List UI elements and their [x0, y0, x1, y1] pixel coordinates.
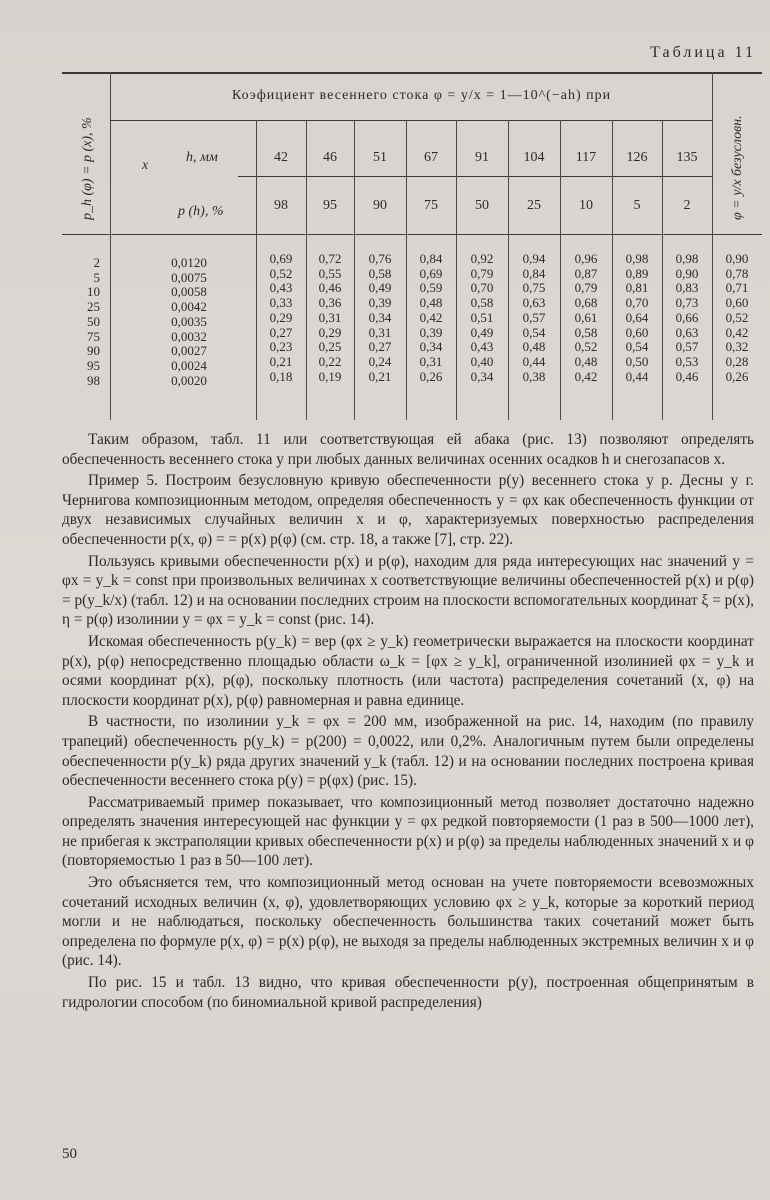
- table-cell: 0,40: [470, 353, 494, 369]
- table-cell: 0,34: [470, 368, 494, 384]
- table-cell: 0,29: [269, 309, 293, 325]
- ph-value: 98: [274, 198, 288, 213]
- table-cell: 0,61: [574, 309, 598, 325]
- table-cell: 0,90: [675, 265, 699, 281]
- table-cell: 0,23: [269, 339, 293, 355]
- h-label: h, мм: [186, 150, 218, 165]
- table-cell: 0,42: [725, 324, 749, 340]
- table-cell: 0,76: [368, 251, 392, 266]
- x-value-cell: 0,0020: [171, 372, 207, 388]
- x-col-label: x: [142, 158, 149, 173]
- value-column: [406, 252, 456, 384]
- table-cell: 0,51: [470, 309, 494, 325]
- table-cell: 0,27: [269, 324, 293, 340]
- table-cell: 0,53: [675, 353, 699, 369]
- table-cell: 0,54: [522, 324, 546, 340]
- table-cell: 0,42: [574, 368, 598, 384]
- h-value: 117: [575, 150, 597, 165]
- table-cell: 0,39: [368, 295, 392, 311]
- h-value: 46: [323, 150, 337, 165]
- table-cell: 0,79: [574, 280, 598, 296]
- table-cell: 0,57: [522, 309, 546, 325]
- table-cell: 0,24: [368, 353, 392, 369]
- header-mid-rule-2: [238, 176, 712, 177]
- data-table: [62, 72, 762, 424]
- value-column: [560, 252, 612, 384]
- value-column: [306, 252, 354, 384]
- table-cell: 0,70: [470, 280, 494, 296]
- divider: [110, 72, 111, 420]
- value-column: [662, 252, 712, 384]
- table-top-rule: [62, 72, 762, 74]
- table-cell: 0,98: [675, 251, 699, 266]
- table-cell: 0,54: [625, 339, 649, 355]
- value-column: [508, 252, 560, 384]
- table-cell: 0,71: [725, 280, 749, 296]
- table-cell: 0,52: [725, 309, 749, 325]
- table-cell: 0,66: [675, 309, 699, 325]
- probability-cell: 25: [87, 299, 100, 315]
- value-column: [456, 252, 508, 384]
- table-cell: 0,72: [318, 251, 342, 266]
- x-value-cell: 0,0042: [171, 299, 207, 315]
- h-value: 104: [523, 150, 545, 165]
- table-cell: 0,83: [675, 280, 699, 296]
- table-cell: 0,59: [419, 280, 443, 296]
- paragraph: По рис. 15 и табл. 13 видно, что кривая обеспеченности p(y), построенная общепринятым в гидрологии способом (по биномиальной кривой распределения): [62, 974, 754, 1011]
- table-cell: 0,60: [725, 295, 749, 311]
- table-cell: 0,43: [269, 280, 293, 296]
- table-cell: 0,81: [625, 280, 649, 296]
- table-cell: 0,39: [419, 324, 443, 340]
- table-cell: 0,78: [725, 265, 749, 281]
- side-right-label: φ = y/x безусловн.: [730, 115, 745, 220]
- table-cell: 0,57: [675, 339, 699, 355]
- paragraph: Это объясняется тем, что композиционный метод основан на учете повторяемости всевозможных сочетаний исходных величин (x, φ), удовлетворяющих условию φx ≥ y_k, которые за короткий период могли и не наблюдаться, поскольку обеспеченность большинства таких сочетаний может быть определена по формуле p(x, φ) = p(x) p(φ), не выходя за пределы наблюденных экстремных величин x и φ (рис. 14).: [62, 874, 754, 970]
- table-cell: 0,63: [675, 324, 699, 340]
- table-cell: 0,31: [318, 309, 342, 325]
- table-cell: 0,44: [522, 353, 546, 369]
- table-cell: 0,73: [675, 295, 699, 311]
- ph-value: 50: [475, 198, 489, 213]
- h-value: 91: [475, 150, 489, 165]
- x-value-column: [154, 256, 224, 388]
- h-value: 135: [676, 150, 698, 165]
- table-cell: 0,26: [419, 368, 443, 384]
- probability-cell: 98: [87, 372, 100, 388]
- ph-value: 75: [424, 198, 438, 213]
- table-cell: 0,27: [368, 339, 392, 355]
- table-cell: 0,84: [419, 251, 443, 266]
- x-value-cell: 0,0027: [171, 343, 207, 359]
- table-cell: 0,34: [419, 339, 443, 355]
- ph-value: 2: [683, 198, 691, 213]
- probability-cell: 75: [87, 328, 100, 344]
- table-cell: 0,92: [470, 251, 494, 266]
- probability-cell: 5: [93, 269, 100, 285]
- table-cell: 0,33: [269, 295, 293, 311]
- probability-cell: 50: [87, 313, 100, 329]
- table-cell: 0,28: [725, 353, 749, 369]
- table-cell: 0,26: [725, 368, 749, 384]
- ph-value: 25: [527, 198, 541, 213]
- table-cell: 0,58: [470, 295, 494, 311]
- table-cell: 0,89: [625, 265, 649, 281]
- x-value-cell: 0,0058: [171, 284, 207, 300]
- value-column: [612, 252, 662, 384]
- paragraph: В частности, по изолинии y_k = φx = 200 мм, изображенной на рис. 14, находим (по правилу трапеций) обеспеченность p(y_k) = p(200) = 0,0022, или 0,2%. Аналогичным путем были определены обеспеченности p(y_k) ряда других значений y_k (табл. 12) и на основании последних построена кривая обеспеченности весеннего стока p(y) = p(φx) (рис. 15).: [62, 713, 754, 790]
- table-cell: 0,49: [470, 324, 494, 340]
- table-caption: Таблица 11: [650, 44, 756, 61]
- probability-cell: 10: [87, 284, 100, 300]
- table-cell: 0,58: [368, 265, 392, 281]
- probability-cell: 90: [87, 343, 100, 359]
- table-cell: 0,34: [368, 309, 392, 325]
- paragraph: Искомая обеспеченность p(y_k) = вер (φx ≥ y_k) геометрически выражается на плоскости координат p(x), p(φ) непосредственно площадью области ω_k = [φx ≥ y_k], ограниченной изолинией φx = y_k и осями координат p(x), p(φ), поскольку плотность (или частота) распределения сочетаний (x, φ) на плоскости координат p(x), p(φ) равномерная и равна единице.: [62, 632, 754, 709]
- table-cell: 0,50: [625, 353, 649, 369]
- table-cell: 0,21: [269, 353, 293, 369]
- table-cell: 0,49: [368, 280, 392, 296]
- table-cell: 0,32: [725, 339, 749, 355]
- table-cell: 0,48: [419, 295, 443, 311]
- table-cell: 0,43: [470, 339, 494, 355]
- header-main: Коэфициент весеннего стока φ = y/x = 1—10^(−ah) при: [232, 88, 612, 103]
- value-column: [354, 252, 406, 384]
- value-column: [256, 252, 306, 384]
- table-cell: 0,69: [269, 251, 293, 266]
- table-cell: 0,22: [318, 353, 342, 369]
- table-cell: 0,79: [470, 265, 494, 281]
- table-cell: 0,52: [574, 339, 598, 355]
- table-cell: 0,90: [725, 251, 749, 266]
- table-cell: 0,75: [522, 280, 546, 296]
- table-cell: 0,98: [625, 251, 649, 266]
- table-cell: 0,64: [625, 309, 649, 325]
- x-value-cell: 0,0075: [171, 269, 207, 285]
- table-cell: 0,31: [368, 324, 392, 340]
- table-cell: 0,42: [419, 309, 443, 325]
- ph-value: 5: [633, 198, 641, 213]
- table-cell: 0,29: [318, 324, 342, 340]
- table-cell: 0,21: [368, 368, 392, 384]
- x-value-cell: 0,0024: [171, 357, 207, 373]
- table-cell: 0,68: [574, 295, 598, 311]
- table-cell: 0,63: [522, 295, 546, 311]
- table-cell: 0,25: [318, 339, 342, 355]
- table-cell: 0,70: [625, 295, 649, 311]
- table-cell: 0,46: [318, 280, 342, 296]
- table-cell: 0,55: [318, 265, 342, 281]
- probability-column: [74, 256, 100, 388]
- h-value: 51: [373, 150, 387, 165]
- table-cell: 0,69: [419, 265, 443, 281]
- h-value: 126: [626, 150, 648, 165]
- table-cell: 0,96: [574, 251, 598, 266]
- probability-cell: 95: [87, 357, 100, 373]
- table-cell: 0,48: [522, 339, 546, 355]
- table-cell: 0,60: [625, 324, 649, 340]
- h-value: 42: [274, 150, 288, 165]
- paragraph: Таким образом, табл. 11 или соответствующая ей абака (рис. 13) позволяют определять обеспеченность весеннего стока y при любых данных величинах осенних осадков h и снегозапасов x.: [62, 431, 754, 468]
- ph-value: 95: [323, 198, 337, 213]
- table-cell: 0,52: [269, 265, 293, 281]
- x-value-cell: 0,0032: [171, 328, 207, 344]
- value-column: [712, 252, 762, 384]
- table-cell: 0,19: [318, 368, 342, 384]
- side-left-label: p_h (φ) = p (x), %: [80, 117, 95, 220]
- table-cell: 0,44: [625, 368, 649, 384]
- table-cell: 0,38: [522, 368, 546, 384]
- ph-value: 10: [579, 198, 593, 213]
- paragraph: Пример 5. Построим безусловную кривую обеспеченности p(y) весеннего стока y р. Десны у г. Чернигова композиционным методом, определяя обеспеченность y = φx как обеспеченность функции от двух независимых случайных величин x и φ, характеризуемых поверхностью распределения обеспеченности p(x, φ) = = p(x) p(φ) (см. стр. 18, а также [7], стр. 22).: [62, 472, 754, 548]
- header-bottom-rule: [62, 234, 762, 235]
- table-cell: 0,18: [269, 368, 293, 384]
- table-cell: 0,36: [318, 295, 342, 311]
- table-cell: 0,87: [574, 265, 598, 281]
- ph-label: p (h), %: [178, 204, 224, 219]
- ph-value: 90: [373, 198, 387, 213]
- header-mid-rule: [110, 120, 712, 121]
- paragraph: Рассматриваемый пример показывает, что композиционный метод позволяет достаточно надежно определять значения интересующей нас функции y = φx редкой повторяемости (1 раз в 500—1000 лет), не прибегая к экстраполяции кривых обеспеченности p(x) и p(φ) за пределы наблюденных значений x и φ (повторяемостью 1 раз в 50—100 лет).: [62, 793, 754, 870]
- table-cell: 0,48: [574, 353, 598, 369]
- x-value-cell: 0,0035: [171, 313, 207, 329]
- table-cell: 0,58: [574, 324, 598, 340]
- table-cell: 0,46: [675, 368, 699, 384]
- table-cell: 0,84: [522, 265, 546, 281]
- probability-cell: 2: [93, 255, 100, 270]
- body-text: [62, 430, 754, 1012]
- x-value-cell: 0,0120: [171, 255, 207, 270]
- table-cell: 0,31: [419, 353, 443, 369]
- table-cell: 0,94: [522, 251, 546, 266]
- page-number: 50: [62, 1146, 77, 1162]
- paragraph: Пользуясь кривыми обеспеченности p(x) и p(φ), находим для ряда интересующих нас значений y = φx = y_k = const при произвольных величинах x соответствующие величины обеспеченностей p(x) и p(φ) = p(y_k/x) (табл. 12) и на основании последних строим на плоскости вспомогательных координат ξ = p(x), η = p(φ) изолинии y = φx = y_k = const (рис. 14).: [62, 552, 754, 629]
- h-value: 67: [424, 150, 438, 165]
